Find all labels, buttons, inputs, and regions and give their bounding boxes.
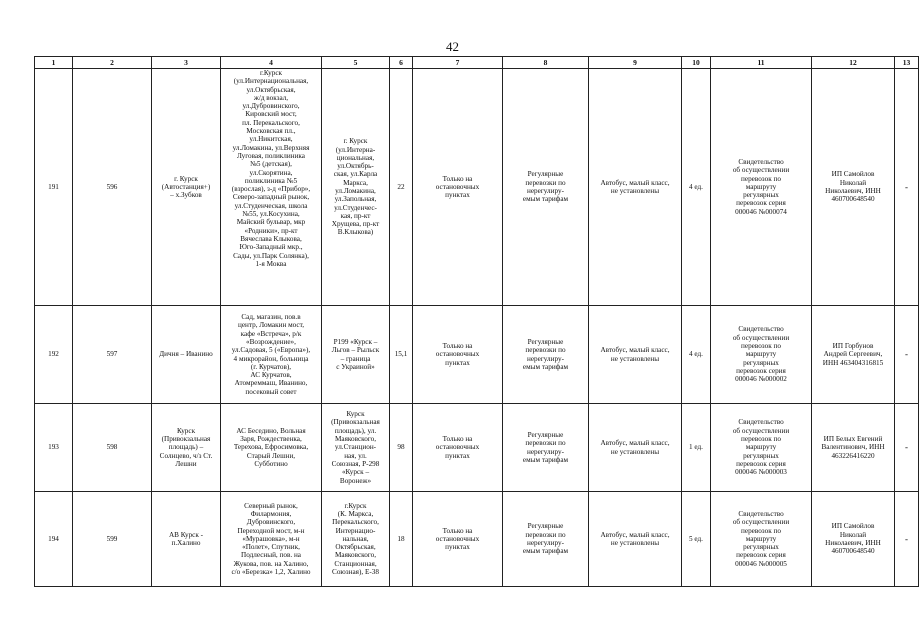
- boarding-procedure: Только на остановочных пунктах: [413, 69, 503, 306]
- header-cell-7: 7: [413, 57, 503, 69]
- route-streets: Р199 «Курск – Льгов – Рыльск – граница с Украиной»: [322, 306, 390, 404]
- routes-table: [34, 56, 919, 587]
- vehicle-class: Автобус, малый класс, не установлены: [589, 492, 682, 587]
- vehicle-class: Автобус, малый класс, не установлены: [589, 69, 682, 306]
- vehicle-class: Автобус, малый класс, не установлены: [589, 404, 682, 492]
- row-number: 194: [35, 492, 73, 587]
- route-name: Курск (Привокзальная площадь) – Солнцево, ч/з Ст. Лешни: [152, 404, 221, 492]
- header-row: [35, 57, 919, 69]
- vehicle-class: Автобус, малый класс, не установлены: [589, 306, 682, 404]
- vehicle-count: 4 ед.: [682, 306, 711, 404]
- boarding-procedure: Только на остановочных пунктах: [413, 492, 503, 587]
- note: -: [895, 69, 919, 306]
- vehicle-count: 1 ед.: [682, 404, 711, 492]
- row-number: 193: [35, 404, 73, 492]
- table-row-193: [35, 404, 919, 492]
- note: -: [895, 404, 919, 492]
- row-number: 191: [35, 69, 73, 306]
- row-number: 192: [35, 306, 73, 404]
- header-cell-8: 8: [503, 57, 589, 69]
- table-row-192: [35, 306, 919, 404]
- header-cell-12: 12: [812, 57, 895, 69]
- carrier: ИП Белых Евгений Валентинович, ИНН 463226416220: [812, 404, 895, 492]
- boarding-procedure: Только на остановочных пунктах: [413, 404, 503, 492]
- route-streets: г. Курск (ул.Интерна- циональная, ул.Октябрь- ская, ул.Карла Маркса, ул.Ломакина, ул.Запольная, ул.Студенчес- кая, пр-кт Хрущева, пр-кт В.Клыкова): [322, 69, 390, 306]
- transport-type: Регулярные перевозки по нерегулиру- емым тарифам: [503, 69, 589, 306]
- route-streets: Курск (Привокзальная площадь), ул. Маяковского, ул.Станцион- ная, ул. Союзная, Р-298 «Курск – Воронеж»: [322, 404, 390, 492]
- route-name: Дичня – Иванино: [152, 306, 221, 404]
- intermediate-stops: г.Курск (ул.Интернациональная, ул.Октябрьская, ж/д вокзал, ул.Дубровинского, Кировский мост, пл. Перекальского, Московская пл., ул.Никитская, ул.Ломакина, ул.Верхняя Луговая, поликлиника №5 (детская), ул.Скорятина, поликлиника №5 (взрослая), з-д «Прибор», Северо-западный рынок, ул.Студенческая, школа №55, ул.Косухина, Майский бульвар, мкр «Родники», пр-кт Вячеслава Клыкова, Юго-Западный мкр., Сады, ул.Парк Солянка), 1-я Моква: [221, 69, 322, 306]
- header-cell-10: 10: [682, 57, 711, 69]
- header-cell-6: 6: [390, 57, 413, 69]
- route-length: 22: [390, 69, 413, 306]
- vehicle-count: 5 ед.: [682, 492, 711, 587]
- header-cell-3: 3: [152, 57, 221, 69]
- header-cell-2: 2: [73, 57, 152, 69]
- header-cell-11: 11: [711, 57, 812, 69]
- intermediate-stops: АС Беседино, Вольная Заря, Рождественка, Терехова, Ефросимовка, Старый Лешни, Субботино: [221, 404, 322, 492]
- certificate: Свидетельство об осуществлении перевозок по маршруту регулярных перевозок серия 000046 №000002: [711, 306, 812, 404]
- carrier: ИП Горбунов Андрей Сергеевич, ИНН 463404316815: [812, 306, 895, 404]
- intermediate-stops: Сад, магазин, пов.в центр, Ломакин мост, кафе «Встреча», р/к «Возрождение», ул.Садовая, 5 («Европа»), 4 микрорайон, больница (г. Курчатов), АС Курчатов, Атомреммаш, Иванино, посековый совет: [221, 306, 322, 404]
- boarding-procedure: Только на остановочных пунктах: [413, 306, 503, 404]
- header-cell-5: 5: [322, 57, 390, 69]
- header-cell-13: 13: [895, 57, 919, 69]
- vehicle-count: 4 ед.: [682, 69, 711, 306]
- route-number: 596: [73, 69, 152, 306]
- route-length: 18: [390, 492, 413, 587]
- header-cell-4: 4: [221, 57, 322, 69]
- transport-type: Регулярные перевозки по нерегулиру- емым тарифам: [503, 306, 589, 404]
- header-cell-1: 1: [35, 57, 73, 69]
- intermediate-stops: Северный рынок, Филармония, Дубровинского, Переходной мост, м-н «Мурашовка», м-н «Полет», Спутник, Подлесный, пов. на Жукова, пов. на Халино, с/о «Березка» 1,2, Халино: [221, 492, 322, 587]
- certificate: Свидетельство об осуществлении перевозок по маршруту регулярных перевозок серия 000046 №000003: [711, 404, 812, 492]
- transport-type: Регулярные перевозки по нерегулиру- емым тарифам: [503, 492, 589, 587]
- table-row-194: [35, 492, 919, 587]
- carrier: ИП Самойлов Николай Николаевич, ИНН 460700648540: [812, 492, 895, 587]
- route-name: АВ Курск - п.Халино: [152, 492, 221, 587]
- route-name: г. Курск (Автостанция+) – х.Зубков: [152, 69, 221, 306]
- route-number: 598: [73, 404, 152, 492]
- route-number: 599: [73, 492, 152, 587]
- transport-type: Регулярные перевозки по нерегулиру- емым тарифам: [503, 404, 589, 492]
- route-length: 15,1: [390, 306, 413, 404]
- carrier: ИП Самойлов Николай Николаевич, ИНН 460700648540: [812, 69, 895, 306]
- certificate: Свидетельство об осуществлении перевозок по маршруту регулярных перевозок серия 000046 №000005: [711, 492, 812, 587]
- route-number: 597: [73, 306, 152, 404]
- header-cell-9: 9: [589, 57, 682, 69]
- certificate: Свидетельство об осуществлении перевозок по маршруту регулярных перевозок серия 000046 №000074: [711, 69, 812, 306]
- route-streets: г.Курск (К. Маркса, Перекальского, Интернацио- нальная, Октябрьская, Маяковского, Станционная, Союзная), Е-38: [322, 492, 390, 587]
- route-length: 98: [390, 404, 413, 492]
- page-number: 42: [446, 39, 459, 54]
- note: -: [895, 492, 919, 587]
- table-row-191: [35, 69, 919, 306]
- note: -: [895, 306, 919, 404]
